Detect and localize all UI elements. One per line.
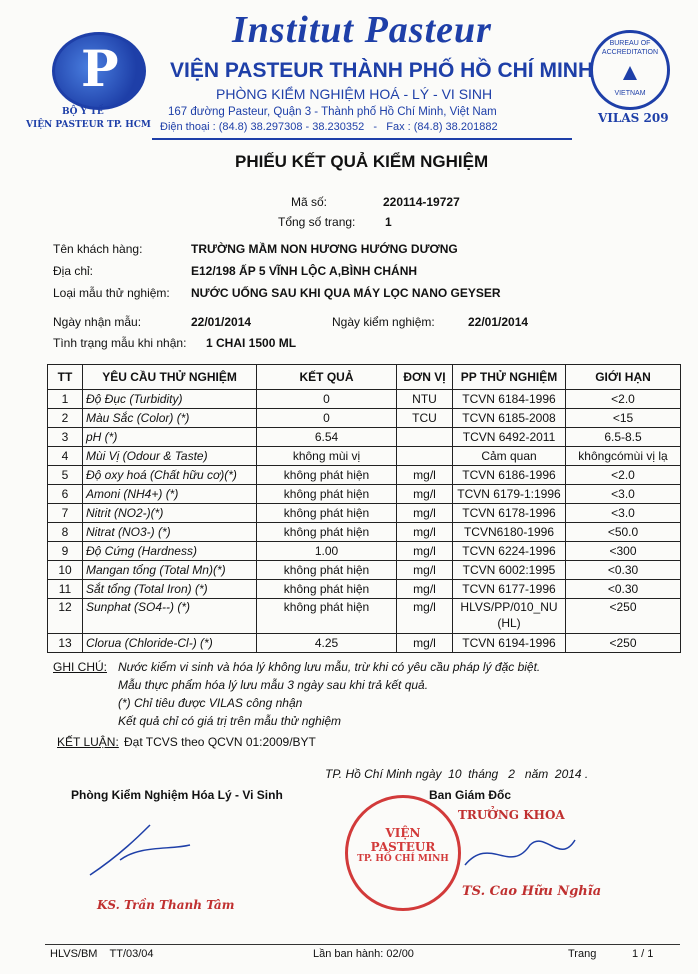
cell-requirement: Nitrit (NO2-)(*): [83, 504, 257, 523]
customer-label: Tên khách hàng:: [53, 242, 143, 256]
cell-result: không phát hiện: [257, 580, 397, 599]
cell-tt: 6: [48, 485, 83, 504]
cell-method: TCVN 6194-1996: [453, 634, 566, 653]
cell-method: TCVN 6179-1:1996: [453, 485, 566, 504]
lab-name: PHÒNG KIỂM NGHIỆM HOÁ - LÝ - VI SINH: [216, 86, 493, 102]
column-header: TT: [48, 365, 83, 390]
left-signatory-name: KS. Trần Thanh Tâm: [97, 898, 235, 912]
cell-result: 6.54: [257, 428, 397, 447]
conclusion-value: Đạt TCVS theo QCVN 01:2009/BYT: [124, 735, 316, 749]
cell-requirement: Độ Cứng (Hardness): [83, 542, 257, 561]
cell-limit: <0.30: [566, 561, 681, 580]
lab-signatory-title: Phòng Kiểm Nghiệm Hóa Lý - Vi Sinh: [71, 788, 283, 802]
header-rule: [152, 138, 572, 140]
column-header: PP THỬ NGHIỆM: [453, 365, 566, 390]
table-row: [48, 561, 681, 580]
condition-value: 1 CHAI 1500 ML: [206, 336, 297, 350]
cell-limit: <2.0: [566, 466, 681, 485]
conclusion-label: KẾT LUẬN:: [57, 735, 119, 749]
notes-label: GHI CHÚ:: [53, 660, 107, 674]
cell-method: TCVN 6185-2008: [453, 409, 566, 428]
table-row: [48, 634, 681, 653]
table-row: [48, 428, 681, 447]
cell-limit: <50.0: [566, 523, 681, 542]
cell-tt: 5: [48, 466, 83, 485]
cell-method: TCVN 6002:1995: [453, 561, 566, 580]
condition-label: Tình trạng mẫu khi nhận:: [53, 336, 187, 350]
cell-limit: <0.30: [566, 580, 681, 599]
cell-unit: TCU: [397, 409, 453, 428]
phone-fax: Điện thoại : (84.8) 38.297308 - 38.230352 - Fax : (84.8) 38.201882: [160, 121, 498, 133]
customer-value: TRƯỜNG MẦM NON HƯƠNG HƯỚNG DƯƠNG: [191, 242, 458, 256]
cell-unit: mg/l: [397, 634, 453, 653]
column-header: KẾT QUẢ: [257, 365, 397, 390]
cell-method: TCVN6180-1996: [453, 523, 566, 542]
results-table: [47, 364, 681, 653]
cell-requirement: Amoni (NH4+) (*): [83, 485, 257, 504]
cell-requirement: Sắt tổng (Total Iron) (*): [83, 580, 257, 599]
right-signature: [460, 825, 580, 880]
accreditation-seal: BUREAU OF ACCREDITATION ▲ VIETNAM: [590, 30, 670, 110]
cell-unit: mg/l: [397, 523, 453, 542]
cell-limit: <3.0: [566, 504, 681, 523]
cell-limit: khôngcómùi vị lạ: [566, 447, 681, 466]
cell-method: TCVN 6184-1996: [453, 390, 566, 409]
cell-tt: 1: [48, 390, 83, 409]
cell-unit: mg/l: [397, 485, 453, 504]
cell-tt: 3: [48, 428, 83, 447]
cell-method: TCVN 6178-1996: [453, 504, 566, 523]
column-header: ĐƠN VỊ: [397, 365, 453, 390]
table-row: [48, 390, 681, 409]
cell-result: không mùi vị: [257, 447, 397, 466]
cell-unit: mg/l: [397, 504, 453, 523]
cell-result: 4.25: [257, 634, 397, 653]
cell-method: HLVS/PP/010_NU(HL): [453, 599, 566, 634]
cell-tt: 13: [48, 634, 83, 653]
pages-value: 1: [385, 215, 392, 229]
tested-value: 22/01/2014: [468, 315, 529, 329]
cell-method: Cảm quan: [453, 447, 566, 466]
cell-result: không phát hiện: [257, 523, 397, 542]
cell-method: TCVN 6177-1996: [453, 580, 566, 599]
cell-tt: 7: [48, 504, 83, 523]
note-line: Nước kiểm vi sinh và hóa lý không lưu mẫu, trừ khi có yêu cầu pháp lý đặc biệt.: [118, 660, 541, 674]
institute-short: VIỆN PASTEUR TP. HCM: [26, 120, 151, 130]
cell-requirement: pH (*): [83, 428, 257, 447]
right-role: TRƯỞNG KHOA: [458, 808, 565, 822]
table-row: [48, 504, 681, 523]
ministry: BỘ Y TẾ: [62, 107, 104, 117]
address: 167 đường Pasteur, Quận 3 - Thành phố Hồ Chí Minh, Việt Nam: [168, 106, 497, 118]
table-row: [48, 485, 681, 504]
footer-page-label: Trang: [568, 948, 597, 960]
cell-limit: 6.5-8.5: [566, 428, 681, 447]
official-stamp: VIỆN PASTEUR TP. HỒ CHÍ MINH: [345, 795, 461, 911]
code-value: 220114-19727: [383, 195, 460, 209]
column-header: YÊU CẦU THỬ NGHIỆM: [83, 365, 257, 390]
cell-requirement: Màu Sắc (Color) (*): [83, 409, 257, 428]
table-row: [48, 466, 681, 485]
received-label: Ngày nhận mẫu:: [53, 315, 142, 329]
cell-requirement: Mùi Vị (Odour & Taste): [83, 447, 257, 466]
cell-unit: NTU: [397, 390, 453, 409]
cell-tt: 4: [48, 447, 83, 466]
cell-tt: 11: [48, 580, 83, 599]
cell-result: 0: [257, 409, 397, 428]
cell-requirement: Mangan tổng (Total Mn)(*): [83, 561, 257, 580]
cell-tt: 8: [48, 523, 83, 542]
address-label: Địa chỉ:: [53, 264, 94, 278]
institute-name: VIỆN PASTEUR THÀNH PHỐ HỒ CHÍ MINH: [170, 59, 594, 82]
cell-result: 1.00: [257, 542, 397, 561]
table-row: [48, 580, 681, 599]
pages-label: Tổng số trang:: [278, 215, 356, 229]
cell-requirement: Độ oxy hoá (Chất hữu cơ)(*): [83, 466, 257, 485]
director-title: Ban Giám Đốc: [429, 788, 512, 802]
cell-result: không phát hiện: [257, 466, 397, 485]
footer-rule: [45, 944, 680, 945]
note-line: (*) Chỉ tiêu được VILAS công nhận: [118, 696, 303, 710]
cell-requirement: Clorua (Chloride-Cl-) (*): [83, 634, 257, 653]
cell-result: không phát hiện: [257, 485, 397, 504]
tested-label: Ngày kiểm nghiệm:: [332, 315, 435, 329]
table-row: [48, 447, 681, 466]
column-header: GIỚI HẠN: [566, 365, 681, 390]
cell-unit: mg/l: [397, 599, 453, 634]
vilas-number: VILAS 209: [598, 111, 669, 125]
cell-result: 0: [257, 390, 397, 409]
left-signature: [80, 815, 200, 885]
cell-method: TCVN 6224-1996: [453, 542, 566, 561]
sample-type-label: Loại mẫu thử nghiệm:: [53, 286, 170, 300]
table-row: [48, 409, 681, 428]
table-row: [48, 599, 681, 634]
cell-tt: 9: [48, 542, 83, 561]
right-signatory-name: TS. Cao Hữu Nghĩa: [462, 884, 602, 899]
cell-result: không phát hiện: [257, 599, 397, 634]
code-label: Mã số:: [291, 195, 328, 209]
cell-limit: <15: [566, 409, 681, 428]
footer-page: 1 / 1: [632, 948, 654, 960]
cell-result: không phát hiện: [257, 561, 397, 580]
doc-title: PHIẾU KẾT QUẢ KIỂM NGHIỆM: [235, 152, 489, 171]
note-line: Kết quả chỉ có giá trị trên mẫu thử nghiệm: [118, 714, 342, 728]
cell-method: TCVN 6186-1996: [453, 466, 566, 485]
cell-limit: <300: [566, 542, 681, 561]
cell-requirement: Độ Đục (Turbidity): [83, 390, 257, 409]
table-row: [48, 523, 681, 542]
footer-form: HLVS/BM TT/03/04: [50, 948, 154, 960]
address-value: E12/198 ẤP 5 VĨNH LỘC A,BÌNH CHÁNH: [191, 264, 418, 278]
cell-requirement: Sunphat (SO4--) (*): [83, 599, 257, 634]
note-line: Mẫu thực phẩm hóa lý lưu mẫu 3 ngày sau khi trả kết quả.: [118, 678, 429, 692]
cell-limit: <2.0: [566, 390, 681, 409]
cell-method: TCVN 6492-2011: [453, 428, 566, 447]
gothic-title: Institut Pasteur: [232, 9, 492, 51]
cell-unit: mg/l: [397, 542, 453, 561]
cell-requirement: Nitrat (NO3-) (*): [83, 523, 257, 542]
pasteur-logo: P: [52, 32, 146, 110]
sample-type-value: NƯỚC UỐNG SAU KHI QUA MÁY LỌC NANO GEYSER: [191, 286, 501, 300]
cell-unit: mg/l: [397, 466, 453, 485]
cell-tt: 2: [48, 409, 83, 428]
cell-result: không phát hiện: [257, 504, 397, 523]
received-value: 22/01/2014: [191, 315, 252, 329]
cell-unit: mg/l: [397, 561, 453, 580]
footer-issue: Lần ban hành: 02/00: [313, 948, 414, 960]
cell-unit: mg/l: [397, 580, 453, 599]
cell-limit: <250: [566, 599, 681, 634]
table-row: [48, 542, 681, 561]
notes-list: [118, 658, 540, 730]
cell-limit: <3.0: [566, 485, 681, 504]
cell-unit: [397, 447, 453, 466]
sign-date: TP. Hồ Chí Minh ngày 10 tháng 2 năm 2014 .: [325, 767, 589, 781]
cell-tt: 12: [48, 599, 83, 634]
cell-tt: 10: [48, 561, 83, 580]
cell-unit: [397, 428, 453, 447]
cell-limit: <250: [566, 634, 681, 653]
